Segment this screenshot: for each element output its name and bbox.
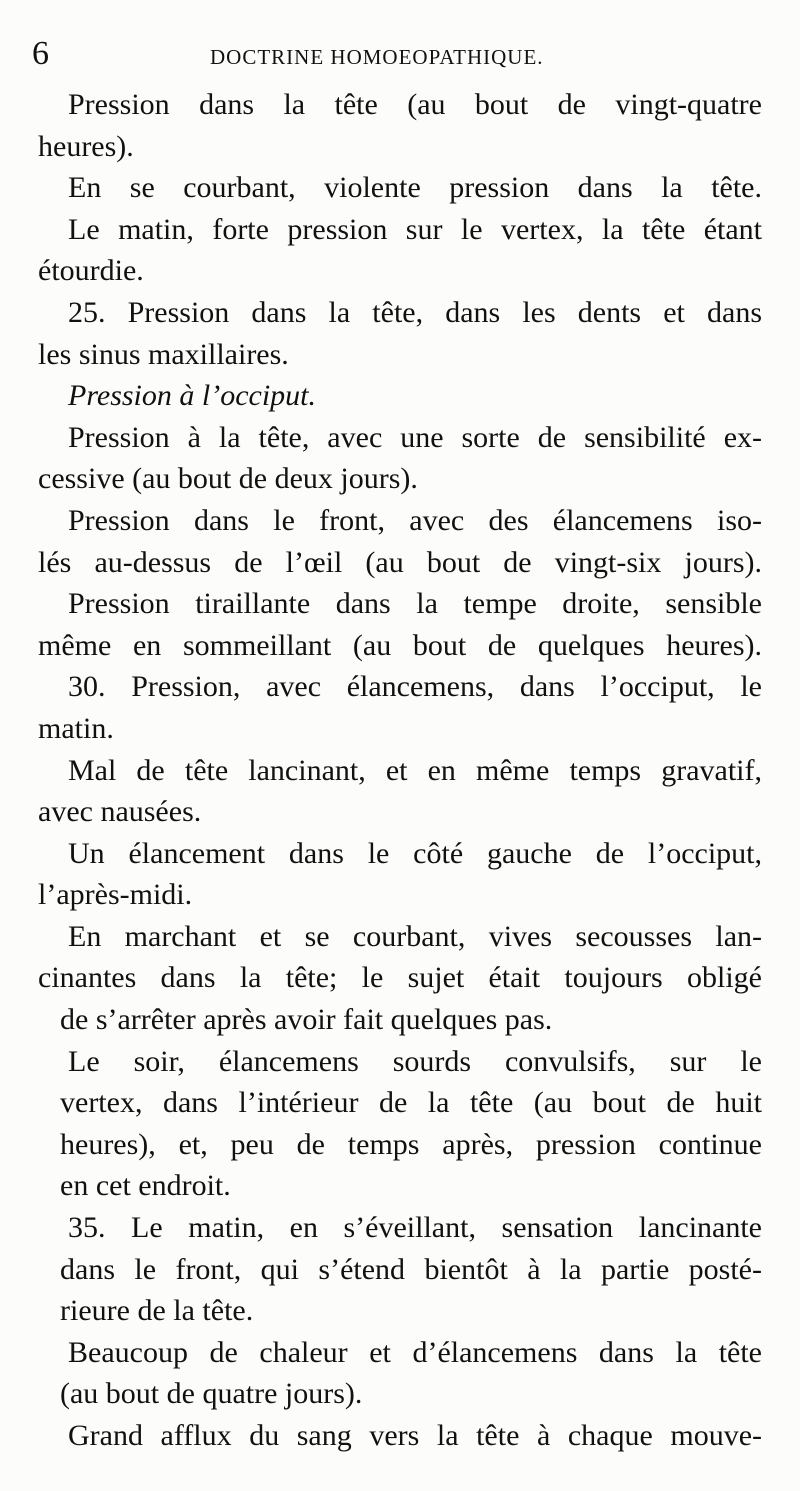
page-header xyxy=(32,34,760,74)
text-line: En marchant et se courbant, vives secousses lan- xyxy=(68,919,762,953)
text-line: Un élancement dans le côté gauche de l’occiput, xyxy=(68,836,762,870)
text-line: de s’arrêter après avoir fait quelques pas. xyxy=(60,1003,553,1037)
text-line: Mal de tête lancinant, et en même temps gravatif, xyxy=(68,753,762,787)
text-line: heures), et, peu de temps après, pression continue xyxy=(60,1127,762,1161)
text-line: 30. Pression, avec élancemens, dans l’occiput, le xyxy=(68,670,762,704)
text-line: Pression dans la tête (au bout de vingt-quatre xyxy=(68,88,762,121)
text-line: En se courbant, violente pression dans la tête. xyxy=(68,171,762,205)
text-line: les sinus maxillaires. xyxy=(38,337,289,371)
text-line: Pression à l’occiput. xyxy=(68,379,317,413)
text-line: vertex, dans l’intérieur de la tête (au bout de huit xyxy=(60,1086,762,1120)
text-line: cessive (au bout de deux jours). xyxy=(38,462,418,496)
text-line: étourdie. xyxy=(38,254,144,288)
text-line: 35. Le matin, en s’éveillant, sensation lancinante xyxy=(68,1211,762,1245)
text-line: dans le front, qui s’étend bientôt à la partie posté- xyxy=(60,1252,762,1286)
text-line: (au bout de quatre jours). xyxy=(60,1377,363,1411)
text-line: Pression à la tête, avec une sorte de sensibilité ex- xyxy=(68,420,762,454)
text-line: Beaucoup de chaleur et d’élancemens dans la tête xyxy=(68,1335,762,1369)
text-line: rieure de la tête. xyxy=(60,1294,254,1328)
text-line: Le soir, élancemens sourds convulsifs, sur le xyxy=(68,1044,762,1078)
text-line: Grand afflux du sang vers la tête à chaque mouve- xyxy=(68,1419,762,1452)
body-text xyxy=(38,84,762,1457)
page-number: 6 xyxy=(32,35,49,72)
text-line: cinantes dans la tête; le sujet était toujours obligé xyxy=(38,961,762,995)
text-line: l’après-midi. xyxy=(38,878,193,912)
text-line: Le matin, forte pression sur le vertex, la tête étant xyxy=(68,212,762,246)
text-line: même en sommeillant (au bout de quelques heures). xyxy=(38,628,762,662)
text-line: avec nausées. xyxy=(38,795,202,829)
text-line: Pression tiraillante dans la tempe droite, sensible xyxy=(68,587,762,621)
running-head: DOCTRINE HOMOEOPATHIQUE. xyxy=(210,45,544,69)
text-line: Pression dans le front, avec des élancemens iso- xyxy=(68,503,762,537)
text-line: en cet endroit. xyxy=(60,1169,231,1203)
text-line: 25. Pression dans la tête, dans les dents et dans xyxy=(68,295,762,329)
text-line: matin. xyxy=(38,711,114,745)
text-line: lés au-dessus de l’œil (au bout de vingt-six jours). xyxy=(38,545,762,579)
text-line: heures). xyxy=(38,129,134,163)
